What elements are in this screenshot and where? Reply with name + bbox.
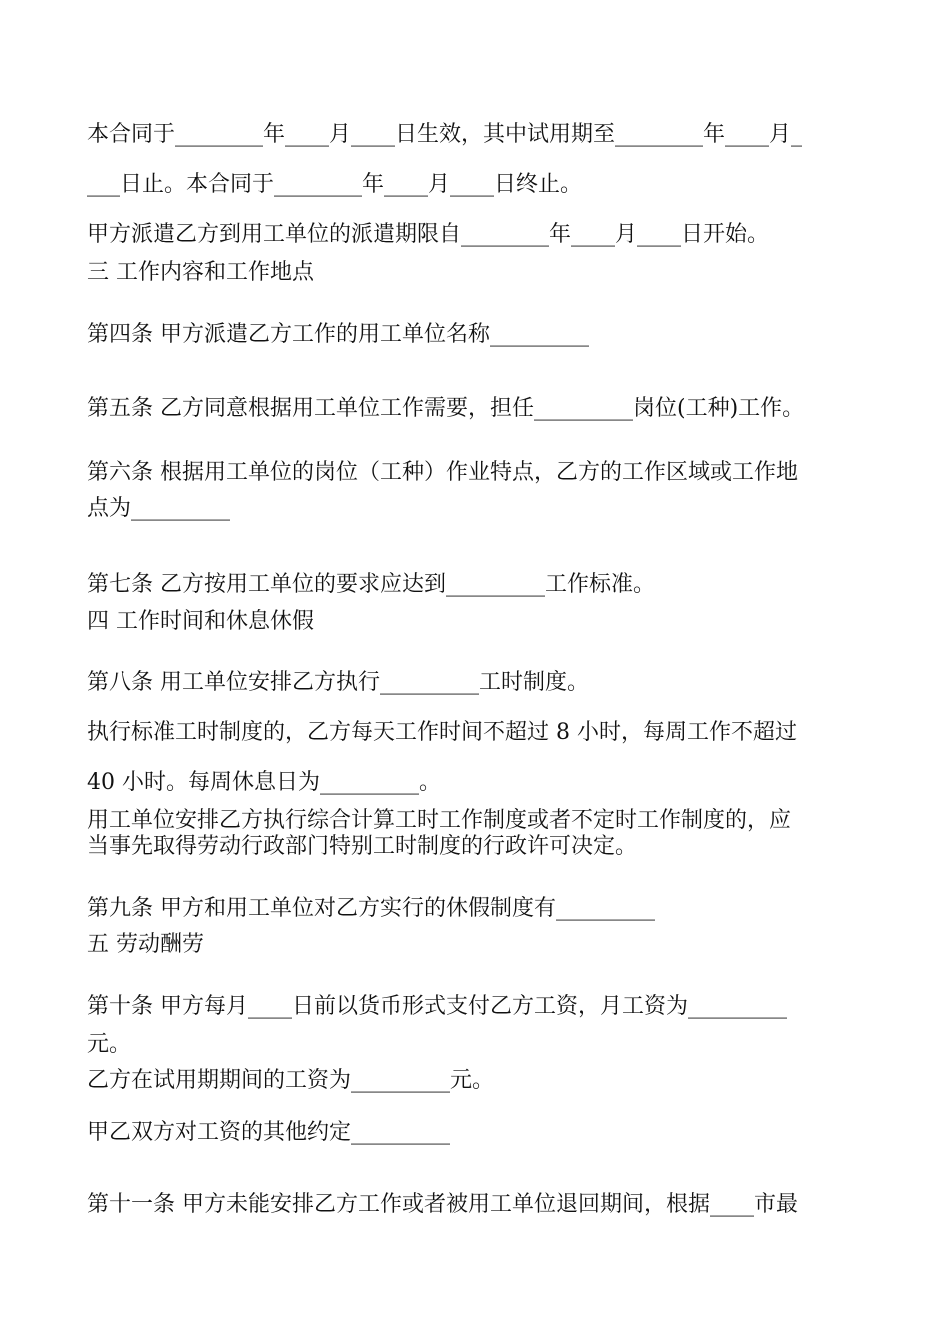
text-line: 用工单位安排乙方执行综合计算工时工作制度或者不定时工作制度的，应 [87,808,792,833]
text-line: 元。 [87,1032,132,1057]
section-heading: 四 工作时间和休息休假 [87,609,314,634]
text-line: 乙方在试用期期间的工资为_________元。 [87,1068,495,1093]
text-line: 40 小时。每周休息日为_________。 [87,770,441,795]
text-line: 第九条 甲方和用工单位对乙方实行的休假制度有_________ [87,896,655,921]
text-line: 当事先取得劳动行政部门特别工时制度的行政许可决定。 [87,834,638,859]
text-line: 本合同于________年____月____日生效，其中试用期至________年____月_ [87,122,803,147]
text-line: 甲方派遣乙方到用工单位的派遣期限自________年____月____日开始。 [87,222,770,247]
section-heading: 五 劳动酬劳 [87,932,204,957]
text-line: 第八条 用工单位安排乙方执行_________工时制度。 [87,670,589,695]
text-line: 第五条 乙方同意根据用工单位工作需要，担任_________岗位(工种)工作。 [87,396,805,421]
text-line: ___日止。本合同于________年____月____日终止。 [87,172,583,197]
text-line: 执行标准工时制度的，乙方每天工作时间不超过 8 小时，每周工作不超过 [87,720,797,745]
section-heading: 三 工作内容和工作地点 [87,260,314,285]
text-line: 点为_________ [87,496,231,521]
text-line: 第六条 根据用工单位的岗位（工种）作业特点，乙方的工作区域或工作地 [87,460,798,485]
text-line: 第十条 甲方每月____日前以货币形式支付乙方工资，月工资为_________ [87,994,787,1019]
text-line: 甲乙双方对工资的其他约定_________ [87,1120,451,1145]
text-line: 第十一条 甲方未能安排乙方工作或者被用工单位退回期间，根据____市最 [87,1192,798,1217]
text-line: 第四条 甲方派遣乙方工作的用工单位名称_________ [87,322,589,347]
text-line: 第七条 乙方按用工单位的要求应达到_________工作标准。 [87,572,655,597]
